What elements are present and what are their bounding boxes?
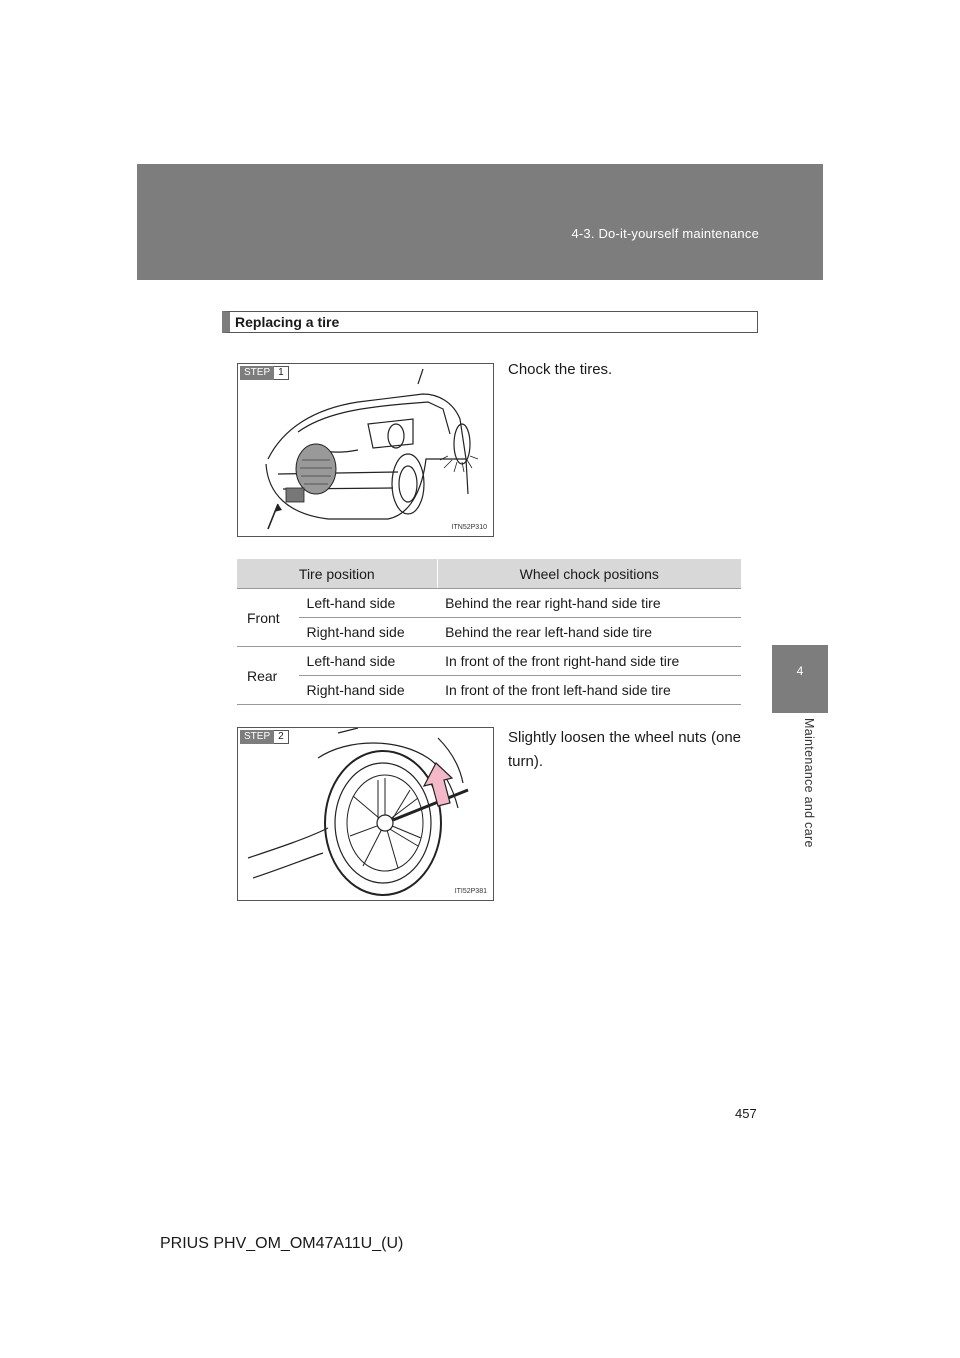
tire-side: Left-hand side <box>299 589 438 618</box>
step2-illustration <box>237 727 494 901</box>
chock-position: Behind the rear right-hand side tire <box>437 589 741 618</box>
step-number: 1 <box>274 366 289 380</box>
step-number: 2 <box>274 730 289 744</box>
wheel-wrench-illustration <box>238 728 493 900</box>
page-number: 457 <box>735 1106 757 1121</box>
car-front-illustration <box>238 364 493 536</box>
chock-position: In front of the front right-hand side tire <box>437 647 741 676</box>
table-row <box>237 647 741 676</box>
step-label: STEP <box>240 730 274 744</box>
table-header-chock-positions: Wheel chock positions <box>437 559 741 589</box>
chapter-tab <box>772 645 828 713</box>
table-row <box>237 618 741 647</box>
figure-code: ITI52P381 <box>454 888 487 895</box>
header-band <box>137 164 823 280</box>
step-label: STEP <box>240 366 274 380</box>
chapter-number: 4 <box>796 664 804 678</box>
step2-badge <box>240 730 289 744</box>
tire-side: Right-hand side <box>299 618 438 647</box>
chock-position: Behind the rear left-hand side tire <box>437 618 741 647</box>
table-header-tire-position: Tire position <box>237 559 437 589</box>
figure-code: ITN52P310 <box>451 524 487 531</box>
step1-badge <box>240 366 289 380</box>
tire-position-rear: Rear <box>237 647 299 705</box>
manual-code-footer: PRIUS PHV_OM_OM47A11U_(U) <box>160 1235 404 1252</box>
chock-position: In front of the front left-hand side tire <box>437 676 741 705</box>
tire-side: Right-hand side <box>299 676 438 705</box>
wheel-chock-table <box>237 559 741 705</box>
chapter-label: Maintenance and care <box>802 718 816 848</box>
chapter-section-title: 4-3. Do-it-yourself maintenance <box>571 226 759 241</box>
step1-illustration <box>237 363 494 537</box>
step2-text: Slightly loosen the wheel nuts (one turn). <box>508 729 741 770</box>
tire-side: Left-hand side <box>299 647 438 676</box>
section-title: Replacing a tire <box>222 311 758 333</box>
tire-position-front: Front <box>237 589 299 647</box>
table-row <box>237 589 741 618</box>
table-row <box>237 676 741 705</box>
step1-text: Chock the tires. <box>508 361 613 378</box>
